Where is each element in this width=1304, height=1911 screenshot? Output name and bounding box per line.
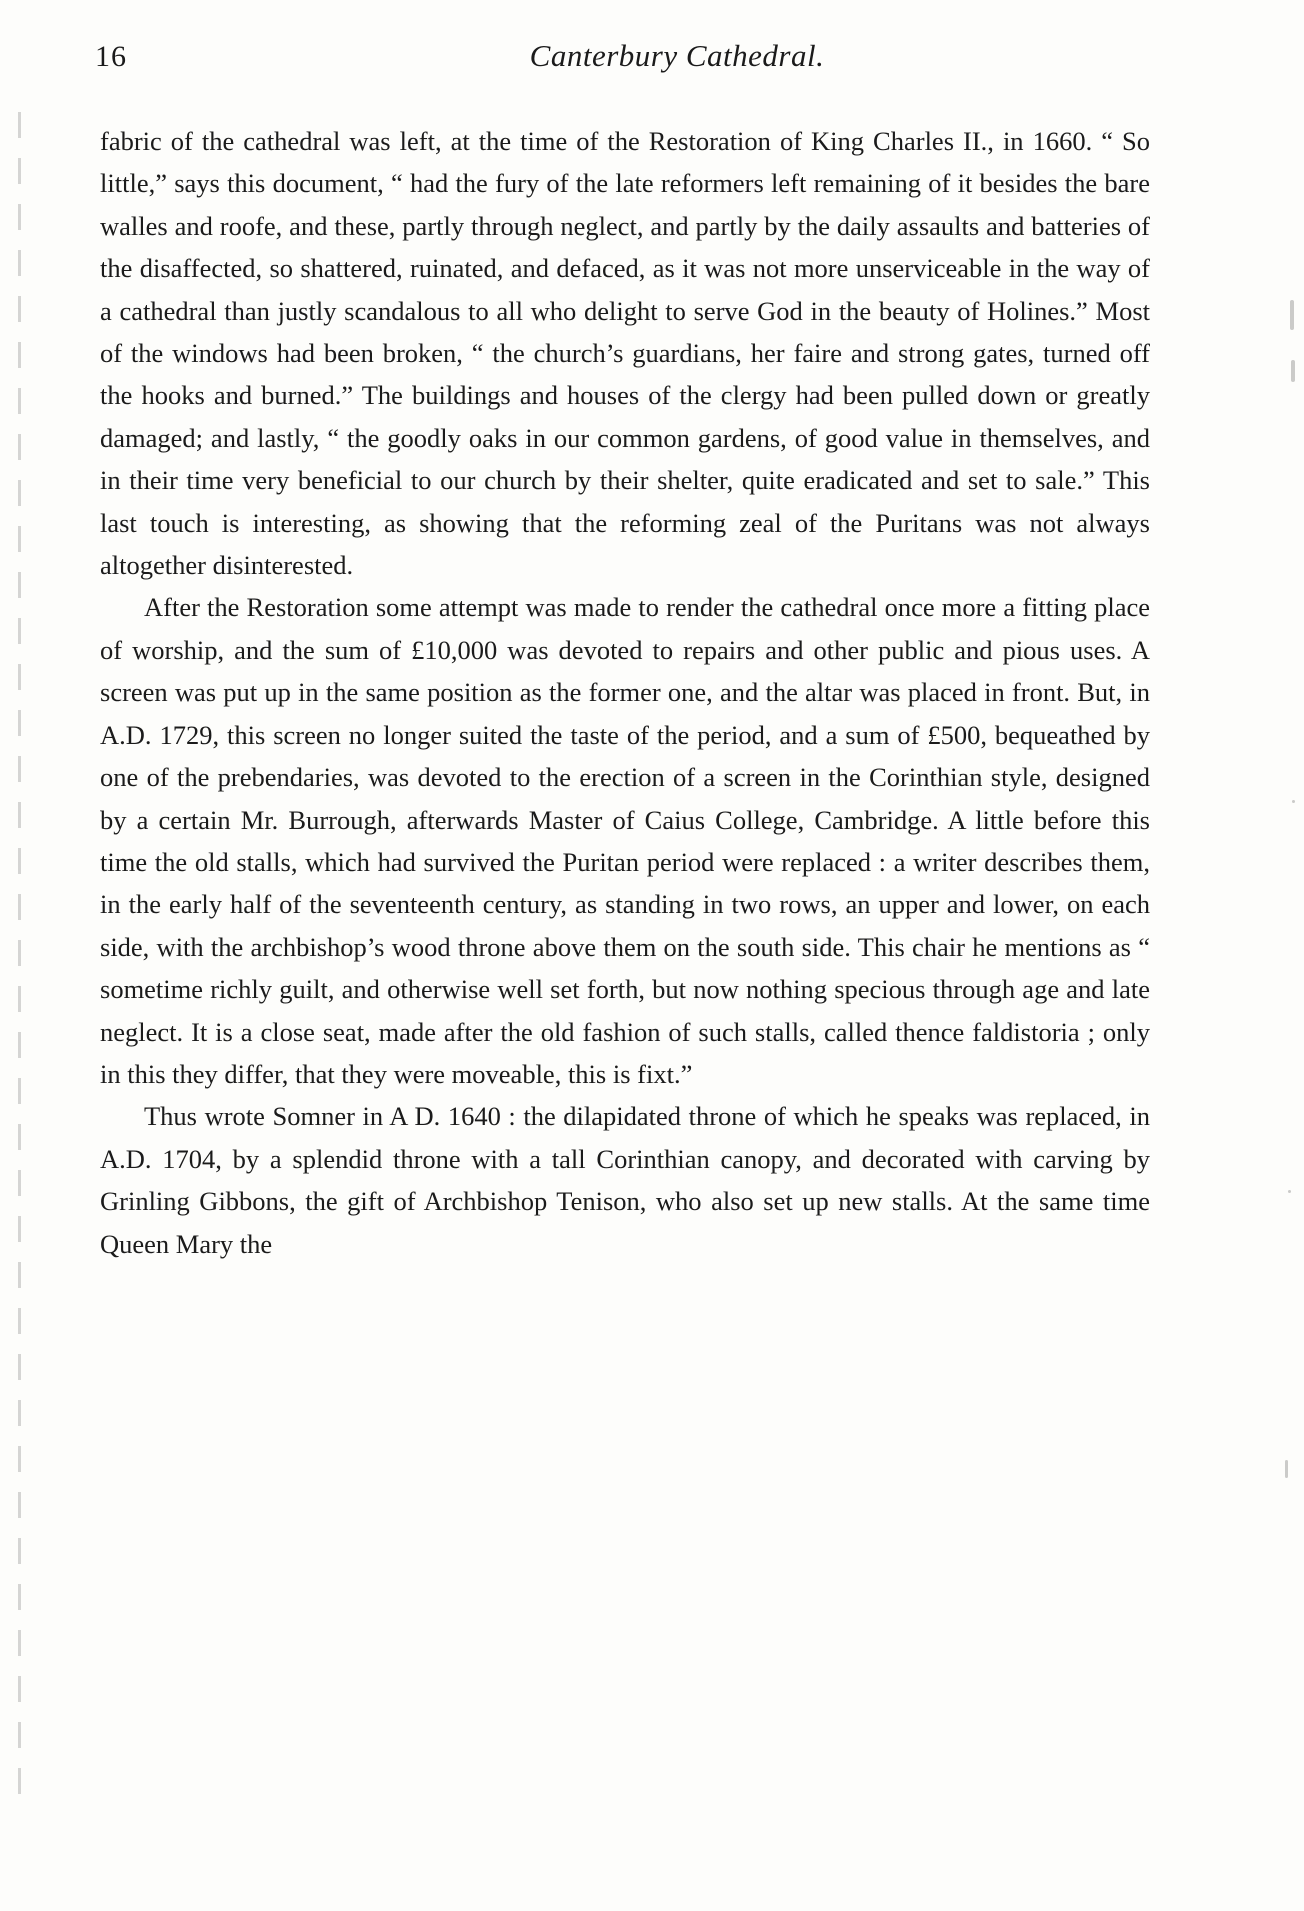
scan-speck: [1288, 1190, 1291, 1193]
scan-speck: [1292, 800, 1295, 803]
scan-speck: [1285, 1460, 1288, 1478]
paragraph: After the Restoration some attempt was made to render the cathedral once more a fitting place of worship, and the sum of £10,000 was devoted to repairs and other public and pious uses. A screen was put up in the same position as the former one, and the altar was placed in front. But, in A.D. 1729, this screen no longer suited the taste of the period, and a sum of £500, bequeathed by one of the prebendaries, was devoted to the erection of a screen in the Corinthian style, designed by a certain Mr. Burrough, afterwards Master of Caius College, Cambridge. A little before this time the old stalls, which had survived the Puritan period were replaced : a writer describes them, in the early half of the seventeenth century, as standing in two rows, an upper and lower, on each side, with the archbishop’s wood throne above them on the south side. This chair he mentions as “ sometime richly guilt, and otherwise well set forth, but now nothing specious through age and late neglect. It is a close seat, made after the old fashion of such stalls, called thence faldistoria ; only in this they differ, that they were moveable, this is fixt.”: [100, 592, 1150, 1089]
paragraph: Thus wrote Somner in A D. 1640 : the dilapidated throne of which he speaks was replaced, in A.D. 1704, by a splendid throne with a tall Corinthian canopy, and decorated with carving by Grinling Gibbons, the gift of Archbishop Tenison, who also set up new stalls. At the same time Queen Mary the: [100, 1101, 1150, 1259]
scan-speck: [1290, 300, 1294, 330]
page-number: 16: [95, 40, 127, 73]
scan-edge-artifact: [18, 112, 21, 1812]
page-body: [100, 120, 1150, 1265]
page-header: [95, 38, 1209, 84]
paragraph: fabric of the cathedral was left, at the time of the Restoration of King Charles II., in 1660. “ So little,” says this document, “ had the fury of the late reformers left remaining of it besides the bare walles and roofe, and these, partly through neglect, and partly by the daily assaults and batteries of the disaffected, so shattered, ruinated, and defaced, as it was not more unserviceable in the way of a cathedral than justly scandalous to all who delight to serve God in the beauty of Holines.” Most of the windows had been broken, “ the church’s guardians, her faire and strong gates, turned off the hooks and burned.” The buildings and houses of the clergy had been pulled down or greatly damaged; and lastly, “ the goodly oaks in our common gardens, of good value in themselves, and in their time very beneficial to our church by their shelter, quite eradicated and set to sale.” This last touch is interesting, as showing that the reforming zeal of the Puritans was not always altogether disinterested.: [100, 126, 1150, 581]
running-title: Canterbury Cathedral.: [529, 38, 825, 73]
scan-speck: [1291, 360, 1295, 382]
